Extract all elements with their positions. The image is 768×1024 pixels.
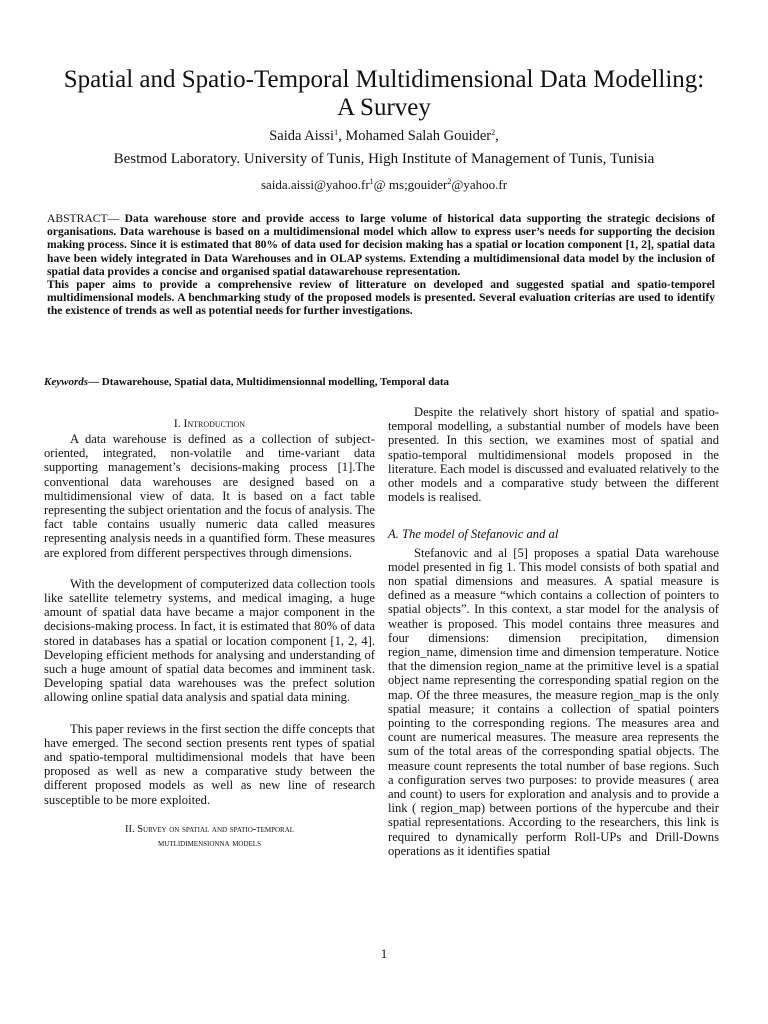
right-column <box>388 405 719 858</box>
paper-title <box>40 66 728 122</box>
title-line-1: Spatial and Spatio-Temporal Multidimensional Data Modelling: <box>63 66 705 93</box>
email-1: saida.aissi@yahoo.fr <box>260 177 370 192</box>
section-1-heading: I. Introduction <box>173 418 246 430</box>
abstract-paragraph-1 <box>47 212 715 278</box>
email-1-mark: 1 <box>369 177 374 186</box>
abstract-text-1: Data warehouse store and provide access to large volume of historical data supporting the strategic decisions of organisations. Data warehouse is based on a multidimensional model which allow to express user’s needs for supporting the decision making process. Since it is estimated that 80% of data used for decision making has a spatial or location component [1, 2], spatial data have been widely integrated in Data Warehouses and in OLAP systems. Extending a multidimensional data model by the inclusion of spatial data provides a concise and organised spatial datawarehouse representation. <box>47 212 715 278</box>
section-2-heading <box>44 823 375 851</box>
email-middle: @ ms;gouider <box>373 177 448 192</box>
section-2-heading-line-2: mutlidimensionna models <box>158 837 261 849</box>
contact-emails <box>40 176 728 194</box>
author-2: , Mohamed Salah Gouider <box>338 128 492 144</box>
email-end: @yahoo.fr <box>451 177 508 192</box>
title-line-2: A Survey <box>337 94 431 121</box>
author-2-affil-mark: 2 <box>491 128 496 137</box>
subsection-a-heading: A. The model of Stefanovic and al <box>388 527 559 542</box>
author-1-affil-mark: 1 <box>334 128 339 137</box>
page-number: 1 <box>380 946 388 961</box>
abstract <box>47 212 715 318</box>
abstract-paragraph-2: This paper aims to provide a comprehensive review of litterature on developed and suggested spatial and spatio-temporel multidimensional models. A benchmarking study of the proposed models is presented. Several evaluation criterias are used to identify the existence of trends as well as potential needs for further investigations. <box>47 278 715 318</box>
section-2-heading-line-1: II. Survey on spatial and spatio-temporal <box>124 823 295 835</box>
left-column <box>44 405 375 852</box>
affiliation: Bestmod Laboratory. University of Tunis, High Institute of Management of Tunis, Tunisia <box>113 151 655 167</box>
keywords-dash: — <box>88 376 99 388</box>
author-list <box>40 127 728 145</box>
keywords-label: Keywords <box>44 376 88 388</box>
intro-paragraph-2: With the development of computerized data collection tools like satellite telemetry systems, and medical imaging, a huge amount of spatial data have became a major component in the decisions-making process. In fact, it is estimated that 80% of data stored in databases has a spatial or location component [1, 2, 4]. Developing efficient methods for analysing and understanding of such a huge amount of spatial data becomes and imminent task. Developing spatial data warehouses was the prefect solution allowing online spatial data analysis and spatial data mining. <box>44 576 375 705</box>
intro-paragraph-3: This paper reviews in the first section the diffe concepts that have emerged. The second section presents rent types of spatial and spatio-temporal multidimensional models that have been proposed as well as new a comparative study between the different proposed models as well as new line of research susceptible to be more exploited. <box>44 721 375 807</box>
survey-paragraph-1: Despite the relatively short history of spatial and spatio-temporal modelling, a substantial number of models have been presented. In this section, we examines most of spatial and spatio-temporal multidimensional models proposed in the literature. Each model is discussed and evaluated relatively to the other models and a comparative study between the different models is realised. <box>388 405 719 505</box>
keywords-text: Dtawarehouse, Spatial data, Multidimensionnal modelling, Temporal data <box>99 376 450 388</box>
email-2-mark: 2 <box>447 177 452 186</box>
author-list-end: , <box>495 128 499 144</box>
keywords <box>44 375 724 389</box>
author-1: Saida Aissi <box>269 128 335 144</box>
intro-paragraph-1: A data warehouse is defined as a collection of subject-oriented, integrated, non-volatile and time-variant data supporting management’s decisions-making process [1].The conventional data warehouses are designed based on a multidimensional view of data. It is based on a fact table representing the subject orientation and the focus of analysis. The fact table contains usually numeric data called measures representing analysis needs in a quantified form. These measures are explored from different perspectives through dimensions. <box>44 432 375 560</box>
abstract-label: ABSTRACT— <box>47 212 120 225</box>
stefanovic-paragraph: Stefanovic and al [5] proposes a spatial Data warehouse model presented in fig 1. This model consists of both spatial and non spatial dimensions and measures. A spatial measure is defined as a measure “which contains a collection of pointers to spatial objects”. In this context, a star model for the analysis of weather is proposed. This model contains three measures and four dimensions: dimension precipitation, dimension region_name, dimension time and dimension temperature. Notice that the dimension region_name at the primitive level is a spatial object name representing the corresponding spatial region on the map. Of the three measures, the measure region_map is the only spatial measure; it contains a collection of spatial pointers pointing to the corresponding regions. The measures area and count are numerical measures. The measure area represents the sum of the total areas of the corresponding spatial objects. The measure count represents the total number of base regions. Such a configuration serves two purposes: to provide measures ( area and count) to users for exploration and analysis and to provide a link ( region_map) between portions of the hypercube and their spatial representations. According to the researchers, this link is required to dynamically perform Roll-UPs and Drill-Downs operations as it identifies spatial <box>388 545 719 858</box>
